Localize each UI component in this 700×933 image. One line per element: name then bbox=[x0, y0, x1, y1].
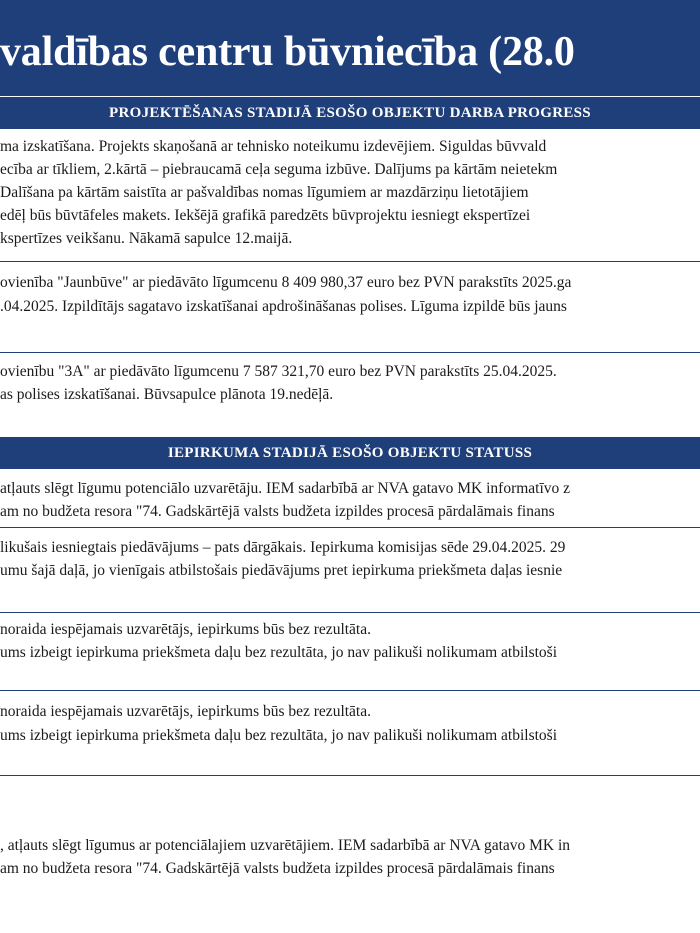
row-divider bbox=[0, 527, 700, 528]
design-block1-line: ecība ar tīkliem, 2.kārtā – piebraucamā ceļa seguma izbūve. Dalījums pa kārtām neietekm bbox=[0, 161, 558, 178]
procurement-section-header bbox=[0, 437, 700, 469]
row-divider bbox=[0, 612, 700, 613]
procurement-block4-line: noraida iespējamais uzvarētājs, iepirkums būs bez rezultāta. bbox=[0, 703, 371, 720]
procurement-block5-line: , atļauts slēgt līgumus ar potenciālajiem uzvarētājiem. IEM sadarbībā ar NVA gatavo MK in bbox=[0, 837, 571, 854]
page-title: valdības centru būvniecība (28.0 bbox=[0, 29, 575, 75]
design-block1-line: ma izskatīšana. Projekts skaņošanā ar tehnisko noteikumu izdevējiem. Siguldas būvvald bbox=[0, 138, 547, 155]
design-block1-line: Dalīšana pa kārtām saistīta ar pašvaldības nomas līgumiem ar mazdārziņu lietotājiem bbox=[0, 184, 529, 201]
design-block1-line: kspertīzes veikšanu. Nākamā sapulce 12.maijā. bbox=[0, 230, 293, 247]
procurement-block4-line: ums izbeigt iepirkuma priekšmeta daļu bez rezultāta, jo nav palikuši nolikumam atbilstoši bbox=[0, 727, 558, 744]
procurement-block1-line: atļauts slēgt līgumu potenciālo uzvarētāju. IEM sadarbībā ar NVA gatavo MK informatīvo z bbox=[0, 480, 571, 497]
procurement-block2-line: umu šajā daļā, jo vienīgais atbilstošais piedāvājums pret iepirkuma priekšmeta daļas iesnie bbox=[0, 562, 563, 579]
row-divider bbox=[0, 261, 700, 262]
design-block3-line: ovienību "3A" ar piedāvāto līgumcenu 7 587 321,70 euro bez PVN parakstīts 25.04.2025. bbox=[0, 363, 557, 380]
procurement-block5-line: am no budžeta resora "74. Gadskārtējā valsts budžeta izpildes procesā pārdalāmais finans bbox=[0, 860, 555, 877]
procurement-block3-line: ums izbeigt iepirkuma priekšmeta daļu bez rezultāta, jo nav palikuši nolikumam atbilstoši bbox=[0, 644, 558, 661]
design-block2-line: .04.2025. Izpildītājs sagatavo izskatīšanai apdrošināšanas polises. Līguma izpildē būs jauns bbox=[0, 298, 567, 315]
design-block1-line: edēļ būs būvtāfeles makets. Iekšējā grafikā paredzēts būvprojektu iesniegt ekspertīzei bbox=[0, 207, 531, 224]
procurement-section-title: IEPIRKUMA STADIJĀ ESOŠO OBJEKTU STATUSS bbox=[167, 444, 533, 461]
row-divider bbox=[0, 352, 700, 353]
design-section-header bbox=[0, 97, 700, 129]
procurement-block2-line: likušais iesniegtais piedāvājums – pats dārgākais. Iepirkuma komisijas sēde 29.04.2025. 29 bbox=[0, 539, 566, 556]
procurement-block3-line: noraida iespējamais uzvarētājs, iepirkums būs bez rezultāta. bbox=[0, 621, 371, 638]
design-section-title: PROJEKTĒŠANAS STADIJĀ ESOŠO OBJEKTU DARBA PROGRESS bbox=[109, 104, 591, 121]
design-block2-line: ovienība "Jaunbūve" ar piedāvāto līgumcenu 8 409 980,37 euro bez PVN parakstīts 2025.ga bbox=[0, 274, 572, 291]
row-divider bbox=[0, 690, 700, 691]
title-banner bbox=[0, 0, 700, 96]
row-divider bbox=[0, 775, 700, 776]
procurement-block1-line: am no budžeta resora "74. Gadskārtējā valsts budžeta izpildes procesā pārdalāmais finans bbox=[0, 503, 555, 520]
design-block3-line: as polises izskatīšanai. Būvsapulce plānota 19.nedēļā. bbox=[0, 386, 334, 403]
